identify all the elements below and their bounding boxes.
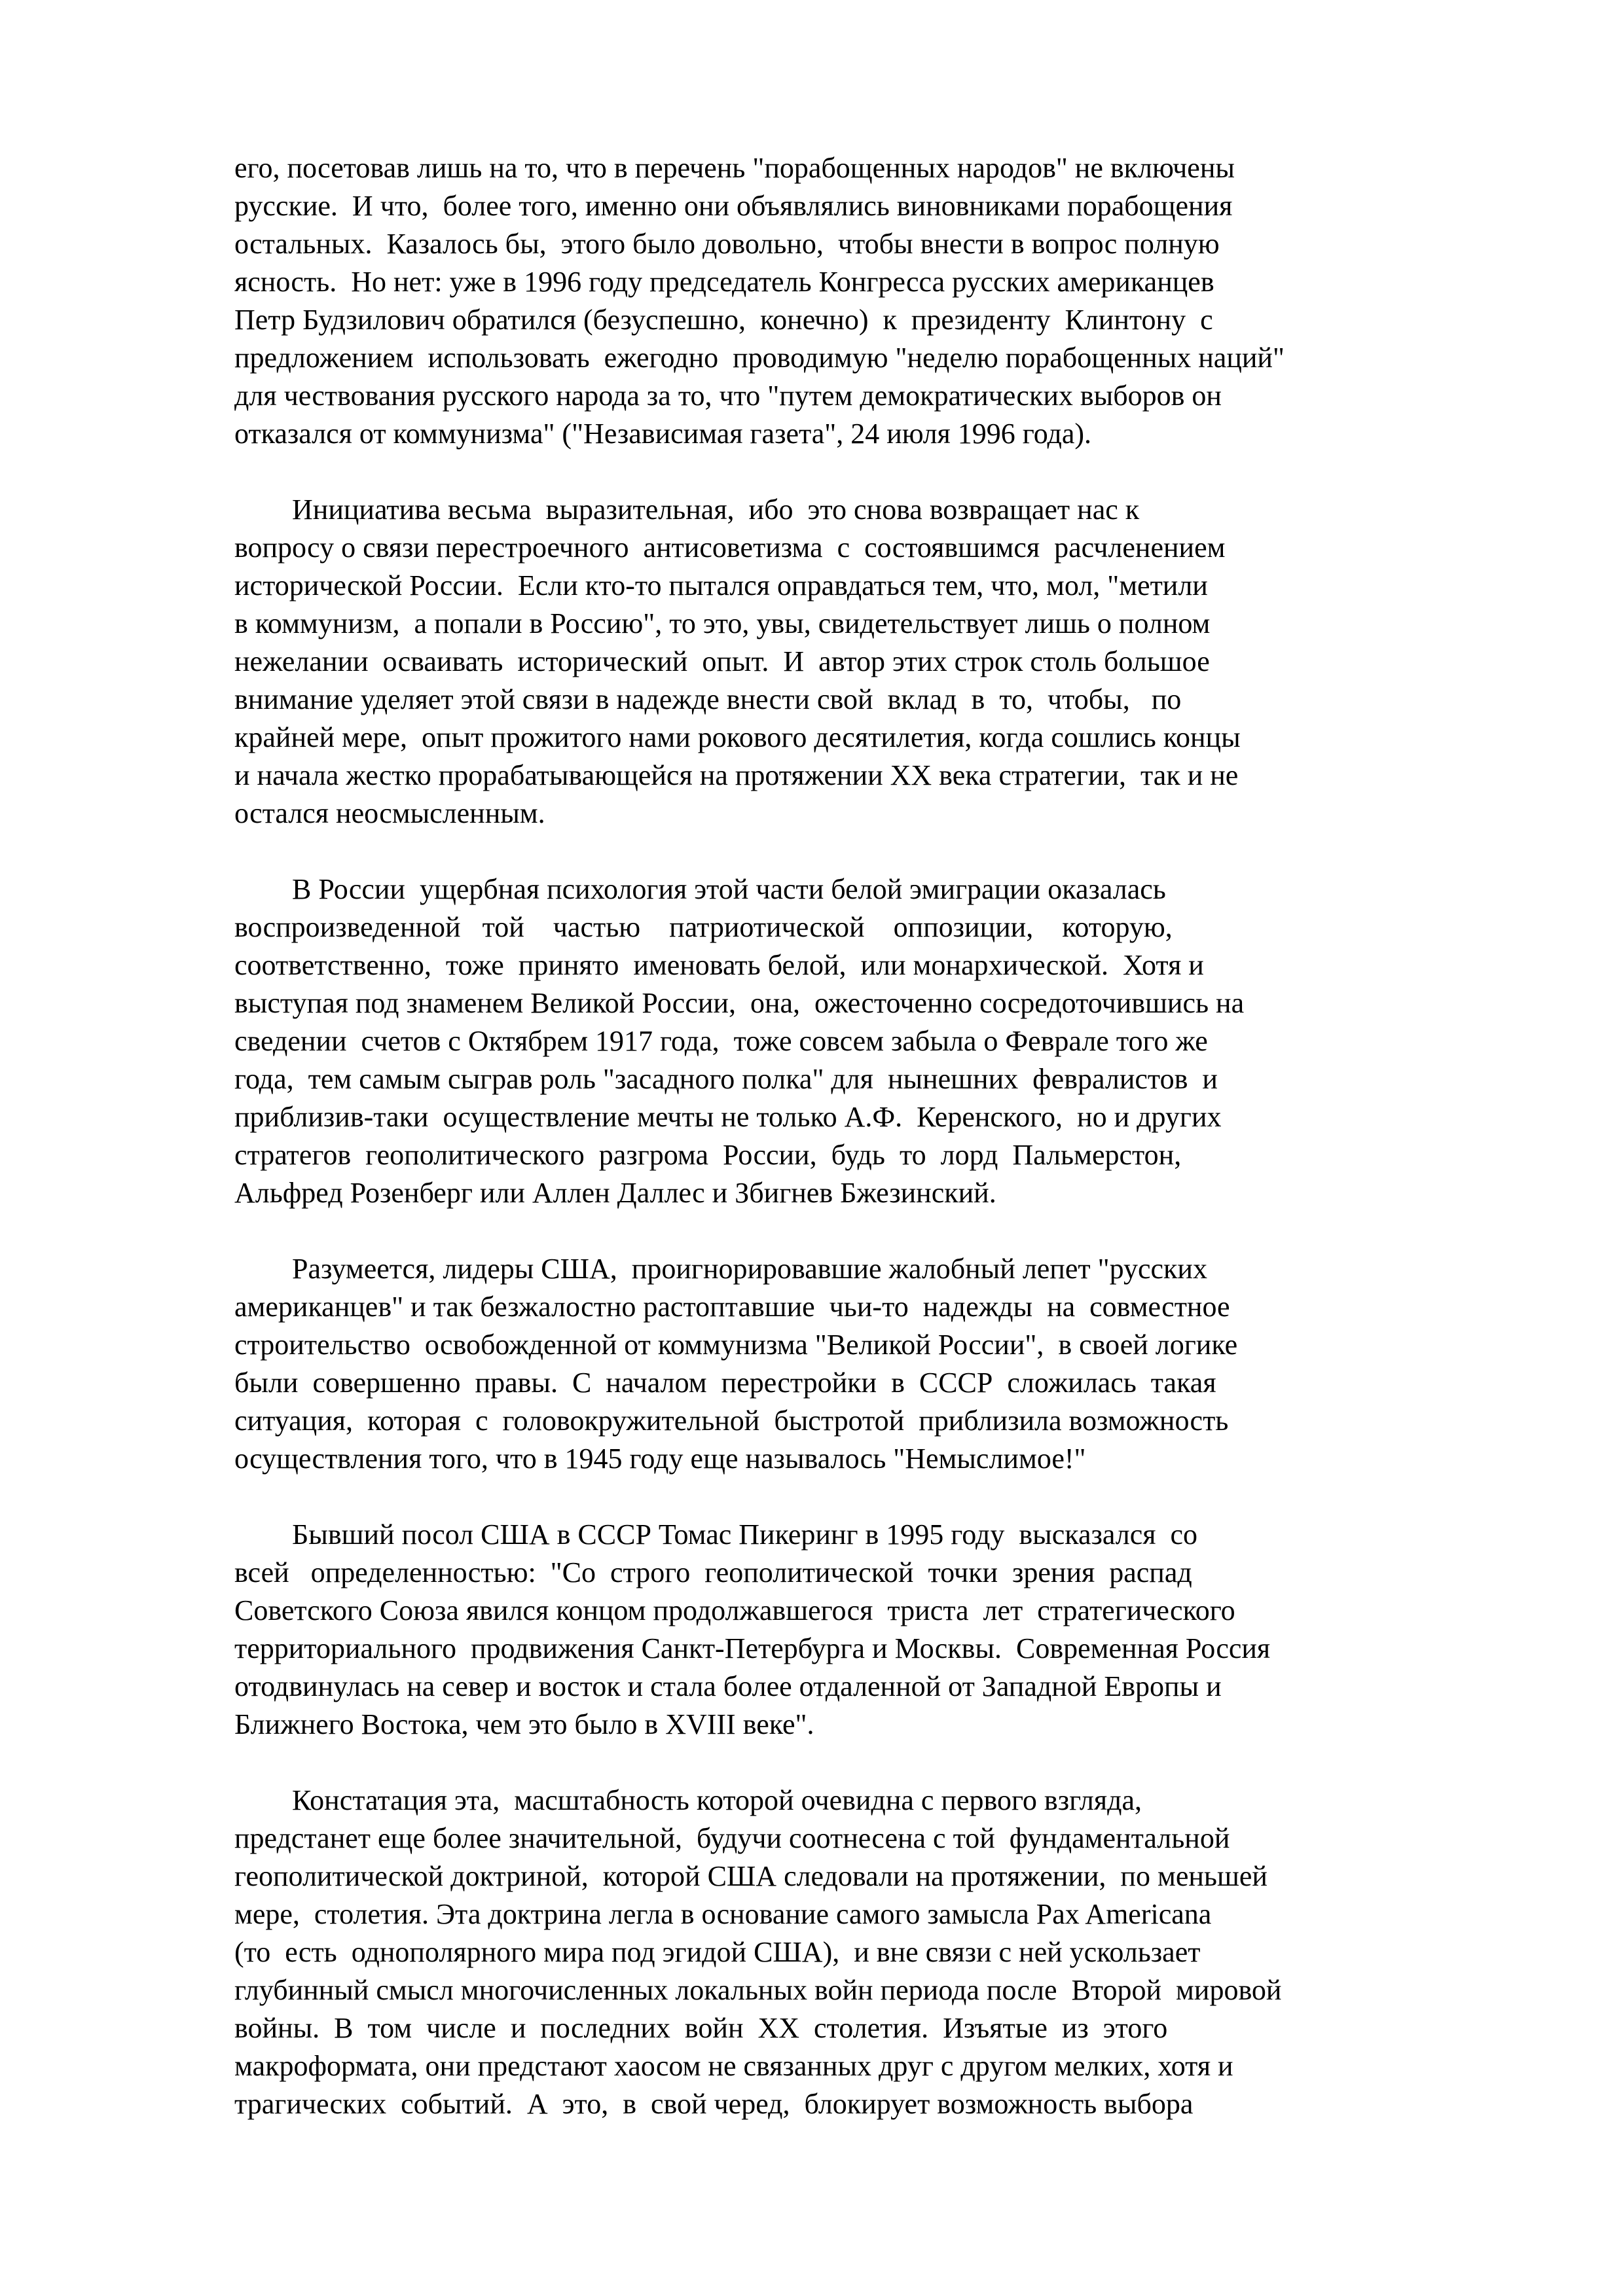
text-line: Альфред Розенберг или Аллен Даллес и Збигнев Бжезинский. [234,1177,996,1209]
text-line: нежелании осваивать исторический опыт. И автор этих строк столь большое [234,645,1210,677]
text-line: Советского Союза явился концом продолжавшегося триста лет стратегического [234,1594,1235,1626]
text-line: воспроизведенной той частью патриотической оппозиции, которую, [234,911,1173,943]
text-line: его, посетовав лишь на то, что в перечень "порабощенных народов" не включены [234,152,1235,184]
text-line: года, тем самым сыграв роль "засадного полка" для нынешних февралистов и [234,1063,1218,1095]
text-line: остальных. Казалось бы, этого было довольно, чтобы внести в вопрос полную [234,228,1220,260]
text-line: русские. И что, более того, именно они объявлялись виновниками порабощения [234,190,1233,222]
text-line: строительство освобожденной от коммунизма "Великой России", в своей логике [234,1329,1238,1361]
text-line: и начала жестко прорабатывающейся на протяжении XX века стратегии, так и не [234,759,1239,791]
text-line: предстанет еще более значительной, будучи соотнесена с той фундаментальной [234,1822,1230,1854]
text-line: американцев" и так безжалостно растоптавшие чьи-то надежды на совместное [234,1291,1230,1323]
text-line: территориального продвижения Санкт-Петербурга и Москвы. Современная Россия [234,1632,1271,1664]
text-line: предложением использовать ежегодно проводимую "неделю порабощенных наций" [234,342,1285,374]
text-line: отказался от коммунизма" ("Независимая газета", 24 июля 1996 года). [234,418,1092,450]
text-line: соответственно, тоже принято именовать белой, или монархической. Хотя и [234,949,1204,981]
text-line: отодвинулась на север и восток и стала более отдаленной от Западной Европы и [234,1670,1222,1702]
text-line: выступая под знаменем Великой России, она, ожесточенно сосредоточившись на [234,987,1245,1019]
text-line: вопросу о связи перестроечного антисоветизма с состоявшимся расчленением [234,531,1226,564]
text-line: сведении счетов с Октябрем 1917 года, тоже совсем забыла о Феврале того же [234,1025,1208,1057]
text-line: ситуация, которая с головокружительной быстротой приблизила возможность [234,1405,1229,1437]
text-line: осуществления того, что в 1945 году еще называлось "Немыслимое!" [234,1443,1086,1475]
text-line: Петр Будзилович обратился (безуспешно, конечно) к президенту Клинтону с [234,304,1213,336]
text-line: Ближнего Востока, чем это было в XVIII веке". [234,1708,814,1740]
paragraph [234,1250,1465,1478]
text-line: для чествования русского народа за то, что "путем демократических выборов он [234,380,1222,412]
text-line: стратегов геополитического разгрома России, будь то лорд Пальмерстон, [234,1139,1182,1171]
text-line: макроформата, они предстают хаосом не связанных друг с другом мелких, хотя и [234,2050,1233,2082]
text-line: трагических событий. А это, в свой черед, блокирует возможность выбора [234,2088,1194,2120]
paragraph [234,1782,1465,2123]
paragraph [234,149,1465,453]
text-line: (то есть однополярного мира под эгидой США), и вне связи с ней ускользает [234,1936,1201,1968]
text-line: всей определенностью: "Со строго геополитической точки зрения распад [234,1556,1192,1588]
text-line: остался неосмысленным. [234,797,545,829]
text-line: геополитической доктриной, которой США следовали на протяжении, по меньшей [234,1860,1267,1892]
text-line: В России ущербная психология этой части белой эмиграции оказалась [234,873,1166,905]
paragraph [234,1516,1465,1744]
body-text [234,149,1465,2123]
text-line: войны. В том числе и последних войн XX столетия. Изъятые из этого [234,2012,1168,2044]
text-line: исторической России. Если кто-то пытался оправдаться тем, что, мол, "метили [234,569,1208,601]
paragraph [234,491,1465,833]
text-line: приблизив-таки осуществление мечты не только А.Ф. Керенского, но и других [234,1101,1222,1133]
text-line: Бывший посол США в СССР Томас Пикеринг в 1995 году высказался со [234,1518,1198,1551]
text-line: глубинный смысл многочисленных локальных войн периода после Второй мировой [234,1974,1282,2006]
text-line: крайней мере, опыт прожитого нами рокового десятилетия, когда сошлись концы [234,721,1241,753]
text-line: ясность. Но нет: уже в 1996 году председатель Конгресса русских американцев [234,266,1214,298]
text-line: Инициатива весьма выразительная, ибо это снова возвращает нас к [234,493,1140,526]
text-line: внимание уделяет этой связи в надежде внести свой вклад в то, чтобы, по [234,683,1182,715]
text-line: Разумеется, лидеры США, проигнорировавшие жалобный лепет "русских [234,1253,1207,1285]
text-line: Констатация эта, масштабность которой очевидна с первого взгляда, [234,1784,1142,1816]
text-line: мере, столетия. Эта доктрина легла в основание самого замысла Pax Americana [234,1898,1212,1930]
paragraph [234,870,1465,1212]
text-line: в коммунизм, а попали в Россию", то это, увы, свидетельствует лишь о полном [234,607,1211,639]
text-line: были совершенно правы. С началом перестройки в СССР сложилась такая [234,1367,1216,1399]
